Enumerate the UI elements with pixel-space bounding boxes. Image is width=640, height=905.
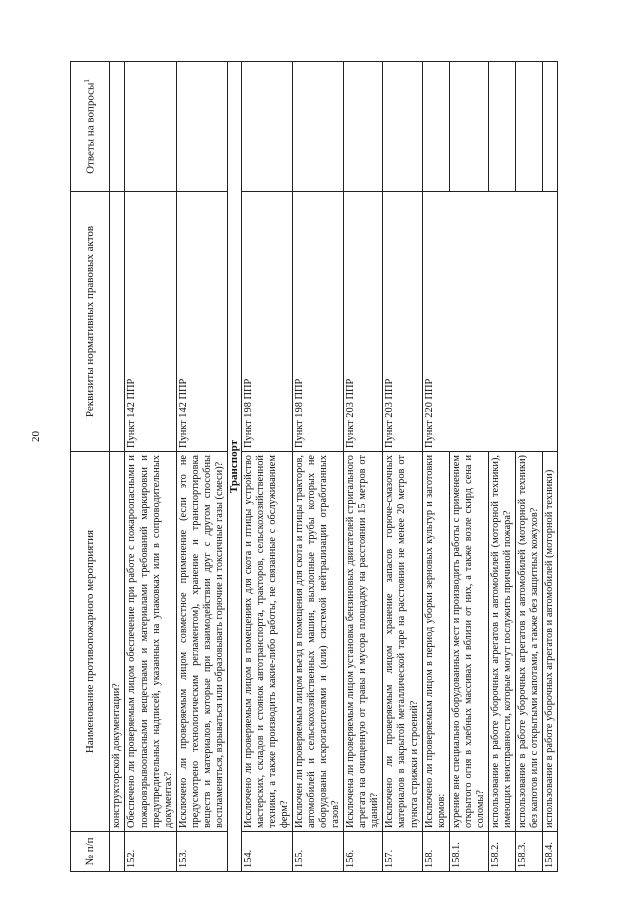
table-row [383, 62, 422, 872]
cell-act: Пункт 142 ППР [125, 192, 176, 452]
cell-num: 155. [292, 832, 343, 872]
cell-answer [488, 62, 515, 192]
table-row [241, 62, 292, 872]
cell-act: Пункт 142 ППР [176, 192, 227, 452]
cell-act: Пункт 198 ППР [292, 192, 343, 452]
cell-num: 158.3. [516, 832, 543, 872]
header-answers [71, 62, 110, 192]
section-row [227, 62, 241, 872]
table-row [344, 62, 383, 872]
cell-num: 154. [241, 832, 292, 872]
cell-act: Пункт 198 ППР [241, 192, 292, 452]
cell-num: 153. [176, 832, 227, 872]
checklist-table [70, 61, 558, 872]
cell-text: Исключено ли проверяемым лицом в помещениях для скота и птицы устройство мастерских, складов и стоянок автотранспорта, тракторов, сельскохозяйственной техники, а также производить какие-либо работы, не связанные с обслуживанием ферм? [241, 452, 292, 832]
table-row [176, 62, 227, 872]
footnote-mark: 1 [83, 79, 91, 83]
header-row [71, 62, 110, 872]
cell-answer [516, 62, 543, 192]
cell-text: курение вне специально оборудованных мест и производить работы с применением открытого огня в хлебных массивах и вблизи от них, а также возле скирд сена и соломы? [449, 452, 488, 832]
table-row [488, 62, 515, 872]
cell-continuation: конструкторской документации? [110, 452, 125, 832]
table-row [292, 62, 343, 872]
cell-answer [110, 62, 125, 192]
page-number: 20 [30, 431, 42, 442]
table-row [516, 62, 543, 872]
cell-num: 157. [383, 832, 422, 872]
cell-answer [125, 62, 176, 192]
header-act: Реквизиты нормативных правовых актов [71, 192, 110, 452]
rotated-page [70, 62, 610, 872]
cell-answer [176, 62, 227, 192]
cell-num: 156. [344, 832, 383, 872]
cell-answer [344, 62, 383, 192]
cell-num: 158.1. [449, 832, 488, 872]
cell-num: 152. [125, 832, 176, 872]
section-title: Транспорт [227, 62, 241, 872]
cell-text: Исключен ли проверяемым лицом въезд в помещения для скота и птицы тракторов, автомобилей и сельскохозяйственных машин, выхлопные трубы которых не оборудованы искрогасителями и (или) системой нейтрализации отработанных газов? [292, 452, 343, 832]
cell-answer [292, 62, 343, 192]
cell-num [110, 832, 125, 872]
header-num: № п/п [71, 832, 110, 872]
cell-answer [241, 62, 292, 192]
cell-answer [543, 62, 558, 192]
table-row [449, 62, 488, 872]
cell-act [110, 192, 125, 452]
cell-text: Исключено ли проверяемым лицом совместное применение (если это не предусмотрено технологическим регламентом), хранение и транспортировка веществ и материалов, которые при взаимодействии друг с другом способны воспламеняться, взрываться или образовывать горючие и токсичные газы (смеси)? [176, 452, 227, 832]
header-answers-text: Ответы на вопросы [84, 82, 97, 174]
cell-text: использование в работе уборочных агрегатов и автомобилей (моторной техники) без капотов или с открытыми капотами, а также без защитных кожухов? [516, 452, 543, 832]
cell-text: использование в работе уборочных агрегатов и автомобилей (моторной техники), имеющих неисправности, которые могут послужить причиной пожара? [488, 452, 515, 832]
cell-num: 158. [422, 832, 449, 872]
table-row [422, 62, 449, 872]
table-row [110, 62, 125, 872]
cell-act: Пункт 220 ППР [422, 192, 558, 452]
cell-answer [449, 62, 488, 192]
cell-answer [383, 62, 422, 192]
cell-text: использование в работе уборочных агрегатов и автомобилей (моторной техники) [543, 452, 558, 832]
table-row [125, 62, 176, 872]
cell-text: Исключено ли проверяемым лицом хранение запасов горюче-смазочных материалов в закрытой металлической таре на расстоянии не менее 20 метров от пункта стрижки и строений? [383, 452, 422, 832]
cell-act: Пункт 203 ППР [383, 192, 422, 452]
cell-num: 158.4. [543, 832, 558, 872]
cell-text: Исключена ли проверяемым лицом установка бензиновых двигателей стригального агрегата на очищенную от травы и мусора площадку на расстоянии 15 метров от зданий? [344, 452, 383, 832]
header-name: Наименование противопожарного мероприятия [71, 452, 110, 832]
cell-act: Пункт 203 ППР [344, 192, 383, 452]
cell-num: 158.2. [488, 832, 515, 872]
cell-text: Исключено ли проверяемым лицом в период уборки зерновых культур и заготовки кормов: [422, 452, 449, 832]
table-row [543, 62, 558, 872]
cell-answer [422, 62, 449, 192]
cell-text: Обеспечено ли проверяемым лицом обеспечение при работе с пожароопасными и пожаровзрывоопасными веществами и материалами требований маркировки и предупредительных надписей, указанных на упаковках или в сопроводительных документах? [125, 452, 176, 832]
